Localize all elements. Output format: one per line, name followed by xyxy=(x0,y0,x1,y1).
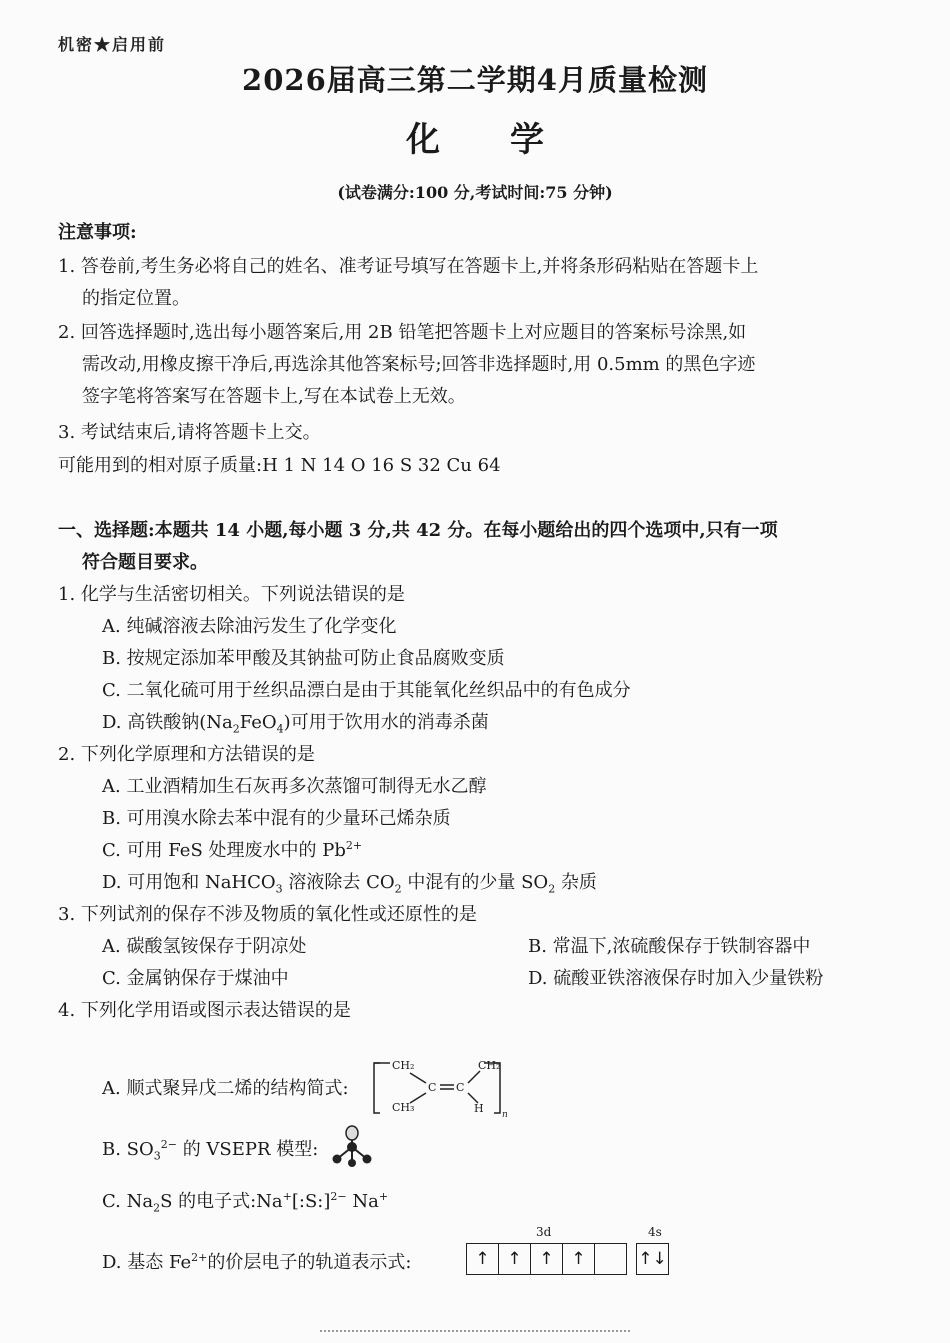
q2-stem: 2. 下列化学原理和方法错误的是 xyxy=(58,744,315,765)
q3-option-d: D. 硫酸亚铁溶液保存时加入少量铁粉 xyxy=(528,968,824,989)
q1-option-b: B. 按规定添加苯甲酸及其钠盐可防止食品腐败变质 xyxy=(102,648,505,669)
q2-option-d: D. 可用饱和 NaHCO$_3$ 溶液除去 $CO_2$ 中混有的少量 $SO_2$ 杂质 xyxy=(102,872,597,896)
q2-option-a: A. 工业酒精加生石灰再多次蒸馏可制得无水乙醇 xyxy=(102,776,487,797)
label-4s: 4s xyxy=(648,1225,662,1239)
orbital-3d-cell xyxy=(594,1243,627,1275)
svg-text:CH₂: CH₂ xyxy=(392,1059,415,1072)
notice-item-3: 3. 考试结束后,请将答题卡上交。 xyxy=(58,422,321,443)
q1-option-d: D. 高铁酸钠$(Na_2FeO_4)$可用于饮用水的消毒杀菌 xyxy=(102,712,489,736)
orbital-4s-cell: ↑↓ xyxy=(636,1243,669,1275)
notice-item-2: 2. 回答选择题时,选出每小题答案后,用 2B 铅笔把答题卡上对应题目的答案标号涂黑,如 xyxy=(58,322,747,343)
svg-text:C: C xyxy=(456,1081,465,1094)
q1-option-a: A. 纯碱溶液去除油污发生了化学变化 xyxy=(102,616,397,637)
q4-option-b: B. $SO_3^{2-}$ 的 VSEPR 模型: xyxy=(102,1138,319,1163)
q2-option-c: C. 可用 FeS 处理废水中的 $Pb^{2+}$ xyxy=(102,839,363,861)
q3-option-a: A. 碳酸氢铵保存于阴凉处 xyxy=(102,936,307,957)
polyisoprene-structure xyxy=(370,1055,510,1117)
exam-meta: (试卷满分:100 分,考试时间:75 分钟) xyxy=(337,183,613,202)
notice-heading: 注意事项: xyxy=(58,222,137,243)
svg-text:CH₂: CH₂ xyxy=(478,1059,501,1072)
confidential-label: 机密★启用前 xyxy=(58,35,167,54)
svg-text:CH₃: CH₃ xyxy=(392,1101,415,1114)
q4-stem: 4. 下列化学用语或图示表达错误的是 xyxy=(58,1000,351,1021)
q4-option-a: A. 顺式聚异戊二烯的结构简式: xyxy=(102,1078,349,1099)
atomic-masses: 可能用到的相对原子质量:H 1 N 14 O 16 S 32 Cu 64 xyxy=(58,455,501,476)
orbital-4s-box xyxy=(636,1243,669,1275)
orbital-3d-cell: ↑ xyxy=(530,1243,562,1275)
notice-item-1: 1. 答卷前,考生务必将自己的姓名、准考证号填写在答题卡上,并将条形码粘贴在答题卡上 xyxy=(58,256,759,277)
section-heading: 一、选择题:本题共 14 小题,每小题 3 分,共 42 分。在每小题给出的四个选项中,只有一项 xyxy=(58,520,778,541)
q4-option-d: D. 基态 $Fe^{2+}$的价层电子的轨道表示式: xyxy=(102,1251,412,1273)
q3-option-c: C. 金属钠保存于煤油中 xyxy=(102,968,289,989)
svg-text:H: H xyxy=(474,1102,484,1115)
exam-title: 2026届高三第二学期4月质量检测 xyxy=(242,63,708,97)
svg-text:C: C xyxy=(428,1081,437,1094)
q3-stem: 3. 下列试剂的保存不涉及物质的氧化性或还原性的是 xyxy=(58,904,477,925)
q1-option-c: C. 二氧化硫可用于丝织品漂白是由于其能氧化丝织品中的有色成分 xyxy=(102,680,631,701)
notice-item-1-cont: 的指定位置。 xyxy=(82,288,190,309)
orbital-3d-cell: ↑ xyxy=(466,1243,498,1275)
orbital-3d-cell: ↑ xyxy=(562,1243,594,1275)
orbital-3d-box xyxy=(466,1243,627,1275)
q1-stem: 1. 化学与生活密切相关。下列说法错误的是 xyxy=(58,584,405,605)
notice-item-2-cont2: 签字笔将答案写在答题卡上,写在本试卷上无效。 xyxy=(82,386,466,407)
section-heading-cont: 符合题目要求。 xyxy=(82,552,208,573)
q3-option-b: B. 常温下,浓硫酸保存于铁制容器中 xyxy=(528,936,811,957)
page-footer xyxy=(320,1330,630,1336)
orbital-3d-cell: ↑ xyxy=(498,1243,530,1275)
subject-title: 化学 xyxy=(406,120,614,160)
label-3d: 3d xyxy=(536,1225,552,1239)
svg-text:n: n xyxy=(502,1110,508,1117)
notice-item-2-cont: 需改动,用橡皮擦干净后,再选涂其他答案标号;回答非选择题时,用 0.5mm 的黑色字迹 xyxy=(82,354,756,375)
q2-option-b: B. 可用溴水除去苯中混有的少量环己烯杂质 xyxy=(102,808,451,829)
q4-option-c: C. $Na_2S$ 的电子式:Na+[:S:]$^{2-}$ Na+ xyxy=(102,1190,389,1215)
vsepr-model-icon xyxy=(327,1125,377,1171)
